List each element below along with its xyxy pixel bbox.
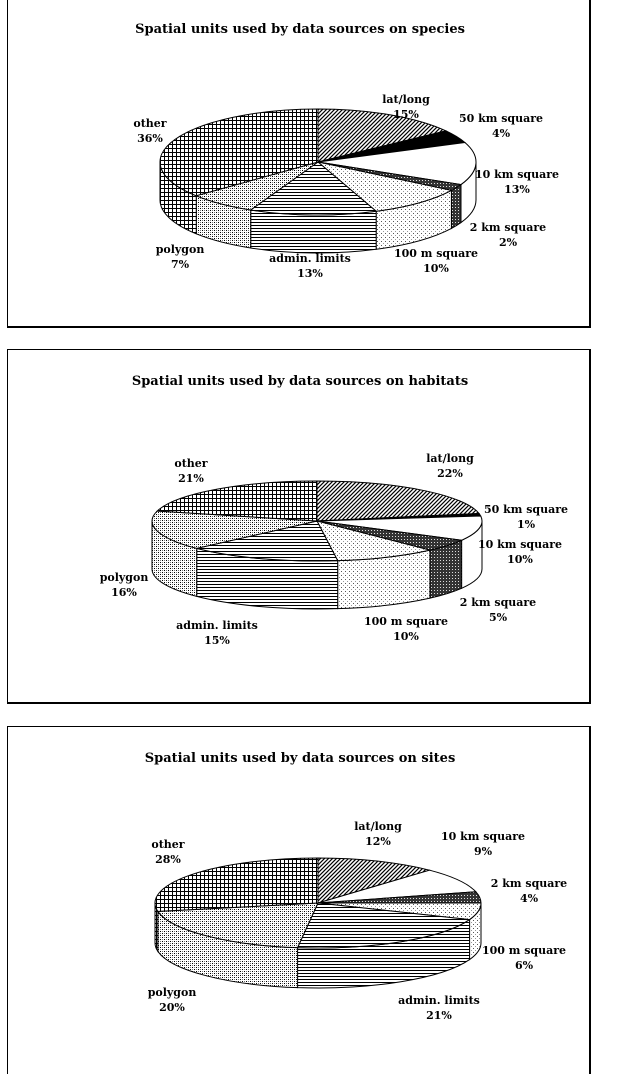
slice-value-label: 5% [488,611,508,624]
slice-value-label: 2% [498,236,518,249]
pie-slice-side [451,185,461,229]
slice-label: polygon [99,571,149,584]
slice-label: 10 km square [440,830,526,843]
chart-title: Spatial units used by data sources on habitats [131,374,469,389]
slice-label: lat/long [382,93,430,106]
slice-label: polygon [147,986,197,999]
slice-label: admin. limits [398,994,480,1007]
slice-value-label: 13% [504,183,530,196]
slice-value-label: 22% [437,467,463,480]
slice-label: other [174,457,208,470]
slice-label: 100 m square [393,247,479,260]
slice-value-label: 4% [491,127,511,140]
slice-value-label: 28% [155,853,181,866]
slice-value-label: 13% [297,267,323,280]
slice-value-label: 36% [137,132,163,145]
slice-label: other [151,838,185,851]
chart-title: Spatial units used by data sources on sites [144,751,456,766]
slice-value-label: 16% [111,586,137,599]
slice-label: 2 km square [459,596,537,609]
slice-value-label: 6% [514,959,534,972]
slice-label: 100 m square [363,615,449,628]
slice-value-label: 12% [365,835,391,848]
slice-value-label: 1% [516,518,536,531]
slice-label: admin. limits [269,252,351,265]
slice-label: other [133,117,167,130]
habitats-chart-panel [7,349,591,704]
slice-label: admin. limits [176,619,258,632]
pie-slice [155,858,318,911]
slice-value-label: 10% [423,262,449,275]
slice-label: lat/long [426,452,474,465]
slice-value-label: 21% [426,1009,452,1022]
slice-value-label: 4% [519,892,539,905]
slice-label: polygon [155,243,205,256]
slice-value-label: 21% [178,472,204,485]
species-chart-panel [7,0,591,328]
species-pie-chart [8,0,592,328]
slice-label: 10 km square [477,538,563,551]
slice-value-label: 9% [473,845,493,858]
slice-label: 50 km square [458,112,544,125]
pie-slice-side [251,210,376,253]
slice-value-label: 7% [170,258,190,271]
chart-title: Spatial units used by data sources on species [135,22,465,37]
slice-value-label: 20% [159,1001,185,1014]
sites-chart-panel [7,726,591,1074]
slice-value-label: 10% [507,553,533,566]
slice-value-label: 15% [204,634,230,647]
habitats-pie-chart [8,350,592,705]
slice-label: 100 m square [481,944,567,957]
slice-value-label: 10% [393,630,419,643]
slice-label: 2 km square [490,877,568,890]
slice-label: lat/long [354,820,402,833]
slice-label: 10 km square [474,168,560,181]
slice-label: 50 km square [483,503,569,516]
slice-value-label: 15% [393,108,419,121]
slice-label: 2 km square [469,221,547,234]
sites-pie-chart [8,727,592,1075]
